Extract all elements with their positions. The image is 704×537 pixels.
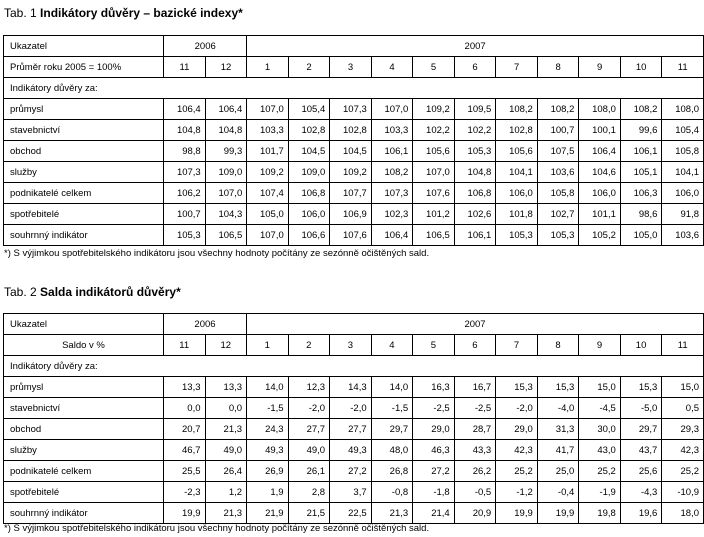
- cell-value: 106,3: [620, 183, 662, 204]
- month-header: 3: [330, 335, 372, 356]
- cell-value: 30,0: [579, 419, 621, 440]
- cell-value: 107,7: [330, 183, 372, 204]
- cell-value: 27,2: [330, 461, 372, 482]
- table2-title: [4, 285, 181, 299]
- cell-value: 106,4: [164, 99, 206, 120]
- cell-value: 107,0: [413, 162, 455, 183]
- row-label: souhrnný indikátor: [4, 503, 164, 524]
- table1-title-prefix: Tab. 1: [4, 6, 41, 20]
- cell-value: -1,5: [371, 398, 413, 419]
- cell-value: 21,4: [413, 503, 455, 524]
- month-row: [4, 57, 704, 78]
- table-row: [4, 503, 704, 524]
- row-label: průmysl: [4, 377, 164, 398]
- header-row: [4, 314, 704, 335]
- cell-value: 29,3: [662, 419, 704, 440]
- cell-value: -4,3: [620, 482, 662, 503]
- cell-value: 100,7: [164, 204, 206, 225]
- cell-value: 29,0: [413, 419, 455, 440]
- table-row: [4, 419, 704, 440]
- cell-value: 49,3: [247, 440, 289, 461]
- month-header: 9: [579, 335, 621, 356]
- cell-value: 46,7: [163, 440, 205, 461]
- cell-value: 106,8: [288, 183, 330, 204]
- table-row: [4, 461, 704, 482]
- cell-value: 13,3: [163, 377, 205, 398]
- cell-value: 99,3: [205, 141, 247, 162]
- cell-value: -5,0: [620, 398, 662, 419]
- cell-value: 107,0: [247, 225, 289, 246]
- cell-value: 104,3: [205, 204, 247, 225]
- cell-value: 0,0: [163, 398, 205, 419]
- cell-value: -4,0: [537, 398, 579, 419]
- cell-value: 0,5: [662, 398, 704, 419]
- cell-value: 26,9: [247, 461, 289, 482]
- cell-value: 104,1: [496, 162, 538, 183]
- table2-note: *) S výjimkou spotřebitelského indikátoru jsou všechny hodnoty počítány ze sezónně očištěných sald.: [4, 523, 430, 534]
- cell-value: 19,8: [579, 503, 621, 524]
- month-header: 2: [288, 335, 330, 356]
- header-label: Ukazatel: [4, 314, 164, 335]
- cell-value: 107,6: [330, 225, 372, 246]
- month-header: 6: [454, 335, 496, 356]
- cell-value: 25,2: [579, 461, 621, 482]
- cell-value: 106,1: [454, 225, 496, 246]
- table2-title-bold: Salda indikátorů důvěry*: [40, 285, 181, 299]
- cell-value: 106,1: [371, 141, 413, 162]
- month-header: 1: [247, 335, 289, 356]
- cell-value: 101,8: [496, 204, 538, 225]
- cell-value: -0,8: [371, 482, 413, 503]
- cell-value: 101,7: [247, 141, 289, 162]
- cell-value: 103,3: [247, 120, 289, 141]
- cell-value: 106,8: [454, 183, 496, 204]
- table1-body: [4, 36, 704, 246]
- cell-value: 105,3: [537, 225, 579, 246]
- table-row: [4, 398, 704, 419]
- cell-value: 107,4: [247, 183, 289, 204]
- cell-value: 101,2: [413, 204, 455, 225]
- table-row: [4, 377, 704, 398]
- cell-value: 106,4: [579, 141, 621, 162]
- table1: [3, 35, 704, 246]
- cell-value: 105,0: [247, 204, 289, 225]
- cell-value: 107,3: [164, 162, 206, 183]
- cell-value: 26,1: [288, 461, 330, 482]
- table-row: [4, 183, 704, 204]
- table-row: [4, 162, 704, 183]
- cell-value: -2,5: [413, 398, 455, 419]
- cell-value: -0,4: [537, 482, 579, 503]
- cell-value: 15,3: [620, 377, 662, 398]
- month-header: 4: [371, 57, 413, 78]
- section-row: [4, 78, 704, 99]
- table2-title-prefix: Tab. 2: [4, 285, 41, 299]
- table-row: [4, 204, 704, 225]
- month-header: 1: [247, 57, 289, 78]
- cell-value: 48,0: [371, 440, 413, 461]
- cell-value: 103,6: [537, 162, 579, 183]
- cell-value: 27,2: [413, 461, 455, 482]
- table-row: [4, 141, 704, 162]
- month-header: 6: [454, 57, 496, 78]
- cell-value: 109,5: [454, 99, 496, 120]
- row-label: obchod: [4, 419, 164, 440]
- cell-value: 100,1: [579, 120, 621, 141]
- cell-value: 109,0: [288, 162, 330, 183]
- cell-value: 109,2: [413, 99, 455, 120]
- month-header: 2: [288, 57, 330, 78]
- cell-value: 18,0: [662, 503, 704, 524]
- month-header: 11: [662, 335, 704, 356]
- cell-value: -10,9: [662, 482, 704, 503]
- row-label: podnikatelé celkem: [4, 461, 164, 482]
- cell-value: 29,7: [371, 419, 413, 440]
- cell-value: 20,7: [163, 419, 205, 440]
- cell-value: 108,2: [496, 99, 538, 120]
- cell-value: 19,9: [163, 503, 205, 524]
- cell-value: 101,1: [579, 204, 621, 225]
- cell-value: 106,5: [205, 225, 247, 246]
- table-row: [4, 482, 704, 503]
- cell-value: 15,3: [537, 377, 579, 398]
- cell-value: -2,3: [163, 482, 205, 503]
- table-row: [4, 120, 704, 141]
- cell-value: 104,8: [164, 120, 206, 141]
- cell-value: 106,4: [371, 225, 413, 246]
- row-label: průmysl: [4, 99, 164, 120]
- month-header: 12: [205, 335, 247, 356]
- cell-value: 107,5: [537, 141, 579, 162]
- table-row: [4, 225, 704, 246]
- cell-value: 105,0: [620, 225, 662, 246]
- cell-value: 106,0: [496, 183, 538, 204]
- month-header: 11: [662, 57, 704, 78]
- cell-value: 25,5: [163, 461, 205, 482]
- cell-value: 19,6: [620, 503, 662, 524]
- month-header: 5: [413, 57, 455, 78]
- month-header: 10: [620, 57, 662, 78]
- header-label: Ukazatel: [4, 36, 164, 57]
- cell-value: -2,0: [330, 398, 372, 419]
- table1-title: [4, 6, 243, 20]
- cell-value: 106,0: [579, 183, 621, 204]
- cell-value: 104,8: [205, 120, 247, 141]
- cell-value: 106,6: [288, 225, 330, 246]
- cell-value: 104,5: [330, 141, 372, 162]
- cell-value: 105,3: [454, 141, 496, 162]
- cell-value: -1,5: [247, 398, 289, 419]
- cell-value: 43,7: [620, 440, 662, 461]
- cell-value: 106,0: [662, 183, 704, 204]
- cell-value: -2,5: [454, 398, 496, 419]
- cell-value: 19,9: [537, 503, 579, 524]
- cell-value: 29,0: [496, 419, 538, 440]
- cell-value: 42,3: [496, 440, 538, 461]
- cell-value: 108,0: [662, 99, 704, 120]
- table2: [3, 313, 704, 524]
- cell-value: 109,2: [330, 162, 372, 183]
- cell-value: 21,9: [247, 503, 289, 524]
- cell-value: 28,7: [454, 419, 496, 440]
- cell-value: 12,3: [288, 377, 330, 398]
- cell-value: -1,2: [496, 482, 538, 503]
- cell-value: 15,0: [579, 377, 621, 398]
- month-header: 8: [537, 335, 579, 356]
- cell-value: 49,0: [205, 440, 247, 461]
- cell-value: 27,7: [288, 419, 330, 440]
- row-label: služby: [4, 162, 164, 183]
- cell-value: -4,5: [579, 398, 621, 419]
- month-header: 7: [496, 57, 538, 78]
- cell-value: 46,3: [413, 440, 455, 461]
- table2-body: [4, 314, 704, 524]
- cell-value: 104,5: [288, 141, 330, 162]
- cell-value: 21,3: [205, 419, 247, 440]
- cell-value: 25,2: [662, 461, 704, 482]
- section-row: [4, 356, 704, 377]
- cell-value: 105,1: [620, 162, 662, 183]
- cell-value: 20,9: [454, 503, 496, 524]
- cell-value: 105,6: [496, 141, 538, 162]
- cell-value: 106,2: [164, 183, 206, 204]
- cell-value: -1,8: [413, 482, 455, 503]
- cell-value: 16,7: [454, 377, 496, 398]
- cell-value: 98,8: [164, 141, 206, 162]
- section-label: Indikátory důvěry za:: [4, 78, 704, 99]
- cell-value: 1,2: [205, 482, 247, 503]
- cell-value: 21,3: [205, 503, 247, 524]
- cell-value: 104,8: [454, 162, 496, 183]
- cell-value: 26,8: [371, 461, 413, 482]
- cell-value: 108,2: [620, 99, 662, 120]
- row-label: služby: [4, 440, 164, 461]
- cell-value: 105,3: [496, 225, 538, 246]
- row-label: spotřebitelé: [4, 204, 164, 225]
- cell-value: 103,6: [662, 225, 704, 246]
- year-2007: 2007: [247, 36, 704, 57]
- cell-value: 98,6: [620, 204, 662, 225]
- year-2006: 2006: [163, 314, 246, 335]
- cell-value: 25,0: [537, 461, 579, 482]
- cell-value: 22,5: [330, 503, 372, 524]
- cell-value: 104,1: [662, 162, 704, 183]
- cell-value: 105,8: [537, 183, 579, 204]
- month-header: 7: [496, 335, 538, 356]
- header-row: [4, 36, 704, 57]
- sub-label: Saldo v %: [4, 335, 164, 356]
- cell-value: 27,7: [330, 419, 372, 440]
- cell-value: -1,9: [579, 482, 621, 503]
- cell-value: 105,3: [164, 225, 206, 246]
- cell-value: 100,7: [537, 120, 579, 141]
- cell-value: 105,8: [662, 141, 704, 162]
- cell-value: 15,3: [496, 377, 538, 398]
- cell-value: 1,9: [247, 482, 289, 503]
- month-header: 3: [330, 57, 372, 78]
- table-row: [4, 99, 704, 120]
- table1-title-bold: Indikátory důvěry – bazické indexy*: [40, 6, 243, 20]
- cell-value: 42,3: [662, 440, 704, 461]
- cell-value: 41,7: [537, 440, 579, 461]
- cell-value: 14,0: [247, 377, 289, 398]
- cell-value: 107,6: [413, 183, 455, 204]
- cell-value: 107,3: [371, 183, 413, 204]
- cell-value: -2,0: [496, 398, 538, 419]
- month-row: [4, 335, 704, 356]
- table-row: [4, 440, 704, 461]
- sub-label: Průměr roku 2005 = 100%: [4, 57, 164, 78]
- cell-value: 21,5: [288, 503, 330, 524]
- cell-value: 107,0: [247, 99, 289, 120]
- cell-value: 105,4: [288, 99, 330, 120]
- cell-value: 106,1: [620, 141, 662, 162]
- cell-value: 26,2: [454, 461, 496, 482]
- table1-note: *) S výjimkou spotřebitelského indikátoru jsou všechny hodnoty počítány ze sezónně očištěných sald.: [4, 248, 430, 259]
- cell-value: 29,7: [620, 419, 662, 440]
- cell-value: 105,2: [579, 225, 621, 246]
- cell-value: 106,5: [413, 225, 455, 246]
- cell-value: 107,0: [205, 183, 247, 204]
- cell-value: 103,3: [371, 120, 413, 141]
- cell-value: 31,3: [537, 419, 579, 440]
- cell-value: 25,2: [496, 461, 538, 482]
- cell-value: 49,3: [330, 440, 372, 461]
- cell-value: 99,6: [620, 120, 662, 141]
- cell-value: 108,0: [579, 99, 621, 120]
- cell-value: 105,4: [662, 120, 704, 141]
- month-header: 4: [371, 335, 413, 356]
- row-label: podnikatelé celkem: [4, 183, 164, 204]
- year-2007: 2007: [247, 314, 704, 335]
- cell-value: 14,0: [371, 377, 413, 398]
- cell-value: 26,4: [205, 461, 247, 482]
- cell-value: -2,0: [288, 398, 330, 419]
- cell-value: 105,6: [413, 141, 455, 162]
- cell-value: 102,8: [288, 120, 330, 141]
- cell-value: 19,9: [496, 503, 538, 524]
- cell-value: 109,0: [205, 162, 247, 183]
- cell-value: 107,0: [371, 99, 413, 120]
- cell-value: 109,2: [247, 162, 289, 183]
- cell-value: 102,8: [330, 120, 372, 141]
- month-header: 11: [164, 57, 206, 78]
- cell-value: 102,7: [537, 204, 579, 225]
- month-header: 8: [537, 57, 579, 78]
- cell-value: -0,5: [454, 482, 496, 503]
- row-label: stavebnictví: [4, 120, 164, 141]
- cell-value: 43,0: [579, 440, 621, 461]
- cell-value: 3,7: [330, 482, 372, 503]
- cell-value: 25,6: [620, 461, 662, 482]
- cell-value: 106,9: [330, 204, 372, 225]
- cell-value: 14,3: [330, 377, 372, 398]
- cell-value: 2,8: [288, 482, 330, 503]
- cell-value: 0,0: [205, 398, 247, 419]
- cell-value: 102,6: [454, 204, 496, 225]
- cell-value: 91,8: [662, 204, 704, 225]
- cell-value: 102,2: [413, 120, 455, 141]
- cell-value: 16,3: [413, 377, 455, 398]
- row-label: souhrnný indikátor: [4, 225, 164, 246]
- cell-value: 15,0: [662, 377, 704, 398]
- cell-value: 107,3: [330, 99, 372, 120]
- cell-value: 24,3: [247, 419, 289, 440]
- cell-value: 108,2: [371, 162, 413, 183]
- section-label: Indikátory důvěry za:: [4, 356, 704, 377]
- row-label: stavebnictví: [4, 398, 164, 419]
- cell-value: 102,3: [371, 204, 413, 225]
- year-2006: 2006: [164, 36, 247, 57]
- cell-value: 108,2: [537, 99, 579, 120]
- cell-value: 49,0: [288, 440, 330, 461]
- cell-value: 104,6: [579, 162, 621, 183]
- cell-value: 21,3: [371, 503, 413, 524]
- month-header: 9: [579, 57, 621, 78]
- row-label: obchod: [4, 141, 164, 162]
- row-label: spotřebitelé: [4, 482, 164, 503]
- cell-value: 102,2: [454, 120, 496, 141]
- cell-value: 13,3: [205, 377, 247, 398]
- cell-value: 43,3: [454, 440, 496, 461]
- month-header: 5: [413, 335, 455, 356]
- cell-value: 106,4: [205, 99, 247, 120]
- month-header: 12: [205, 57, 247, 78]
- month-header: 10: [620, 335, 662, 356]
- cell-value: 102,8: [496, 120, 538, 141]
- cell-value: 106,0: [288, 204, 330, 225]
- month-header: 11: [163, 335, 205, 356]
